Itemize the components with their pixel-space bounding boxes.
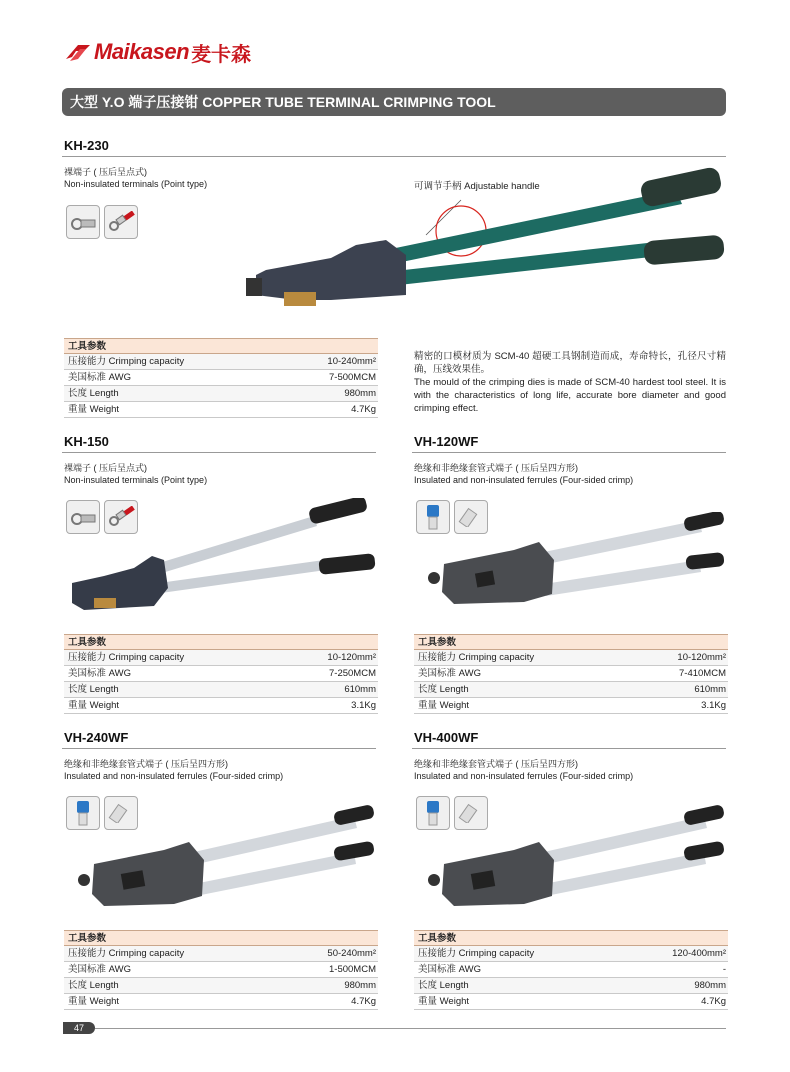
model-vh240wf: VH-240WF	[64, 730, 129, 745]
terminal-type-cn: 裸端子 ( 压后呈点式)	[64, 167, 147, 177]
spec-row: 压接能力 Crimping capacity 10-240mm²	[64, 354, 378, 370]
spec-row: 重量 Weight 4.7Kg	[64, 402, 378, 418]
spec-row: 压接能力 Crimping capacity 120-400mm²	[414, 946, 728, 962]
spec-table-title: 工具参数	[64, 634, 378, 650]
spec-table-title: 工具参数	[414, 930, 728, 946]
spec-row: 压接能力 Crimping capacity 10-120mm²	[64, 650, 378, 666]
spec-row: 长度 Length 610mm	[414, 682, 728, 698]
spec-table-title: 工具参数	[414, 634, 728, 650]
spec-row: 压接能力 Crimping capacity 10-120mm²	[414, 650, 728, 666]
vh240wf-tool-image	[64, 804, 376, 922]
spec-table-kh230	[64, 338, 378, 418]
spec-row: 重量 Weight 3.1Kg	[64, 698, 378, 714]
model-vh120wf: VH-120WF	[414, 434, 479, 449]
divider	[62, 748, 376, 749]
terminal-type-en: Insulated and non-insulated ferrules (Four-sided crimp)	[414, 475, 634, 485]
divider	[412, 452, 726, 453]
spec-table-kh150	[64, 634, 378, 714]
page-title: 大型 Y.O 端子压接钳 COPPER TUBE TERMINAL CRIMPING TOOL	[62, 88, 726, 116]
model-kh230: KH-230	[64, 138, 109, 153]
mould-description: 精密的口模材质为 SCM-40 超硬工具钢制造而成，寿命特长，孔径尺寸精确，压线效果佳。 The mould of the crimping dies is made of SCM-40 hardest tool steel. It is with the characteristics of long life, accurate bore diameter and good crimping effect.	[414, 351, 726, 414]
brand-logo	[64, 38, 251, 66]
vh400wf-tool-image	[414, 804, 726, 922]
divider	[62, 452, 376, 453]
terminal-type-cn: 绝缘和非绝缘套管式端子 ( 压后呈四方形)	[414, 463, 578, 473]
page-number: 47	[63, 1022, 95, 1034]
spec-row: 长度 Length 610mm	[64, 682, 378, 698]
spec-row: 美国标准 AWG 1-500MCM	[64, 962, 378, 978]
spec-table-title: 工具参数	[64, 930, 378, 946]
terminal-type-en: Non-insulated terminals (Point type)	[64, 475, 208, 485]
spec-table-title: 工具参数	[64, 338, 378, 354]
brand-name: Maikasen	[94, 39, 190, 64]
adjustable-handle-note: 可调节手柄 Adjustable handle	[414, 181, 540, 192]
spec-row: 长度 Length 980mm	[64, 386, 378, 402]
terminal-type-en: Insulated and non-insulated ferrules (Four-sided crimp)	[414, 771, 634, 781]
vh120wf-tool-image	[414, 512, 726, 624]
footer-divider	[95, 1028, 726, 1029]
terminal-type-cn: 绝缘和非绝缘套管式端子 ( 压后呈四方形)	[64, 759, 228, 769]
ring-terminal-thumbnail	[66, 205, 100, 239]
spec-table-vh120wf	[414, 634, 728, 714]
spec-row: 美国标准 AWG 7-500MCM	[64, 370, 378, 386]
spec-row: 压接能力 Crimping capacity 50-240mm²	[64, 946, 378, 962]
spec-row: 重量 Weight 4.7Kg	[414, 994, 728, 1010]
spec-table-vh240wf	[64, 930, 378, 1010]
kh230-tool-image	[236, 160, 726, 330]
terminal-type-cn: 绝缘和非绝缘套管式端子 ( 压后呈四方形)	[414, 759, 578, 769]
kh150-tool-image	[64, 498, 376, 628]
spec-row: 美国标准 AWG 7-410MCM	[414, 666, 728, 682]
model-vh400wf: VH-400WF	[414, 730, 479, 745]
spec-row: 长度 Length 980mm	[414, 978, 728, 994]
spec-row: 重量 Weight 3.1Kg	[414, 698, 728, 714]
spec-row: 重量 Weight 4.7Kg	[64, 994, 378, 1010]
wing-logo-icon	[64, 41, 92, 63]
divider	[412, 748, 726, 749]
brand-name-cn: 麦卡森	[191, 41, 252, 66]
spec-row: 美国标准 AWG 7-250MCM	[64, 666, 378, 682]
spec-row: 美国标准 AWG -	[414, 962, 728, 978]
divider	[62, 156, 726, 157]
terminal-type-cn: 裸端子 ( 压后呈点式)	[64, 463, 147, 473]
crimped-terminal-thumbnail	[104, 205, 138, 239]
terminal-type-en: Insulated and non-insulated ferrules (Four-sided crimp)	[64, 771, 284, 781]
terminal-type-en: Non-insulated terminals (Point type)	[64, 179, 208, 189]
model-kh150: KH-150	[64, 434, 109, 449]
spec-table-vh400wf	[414, 930, 728, 1010]
spec-row: 长度 Length 980mm	[64, 978, 378, 994]
